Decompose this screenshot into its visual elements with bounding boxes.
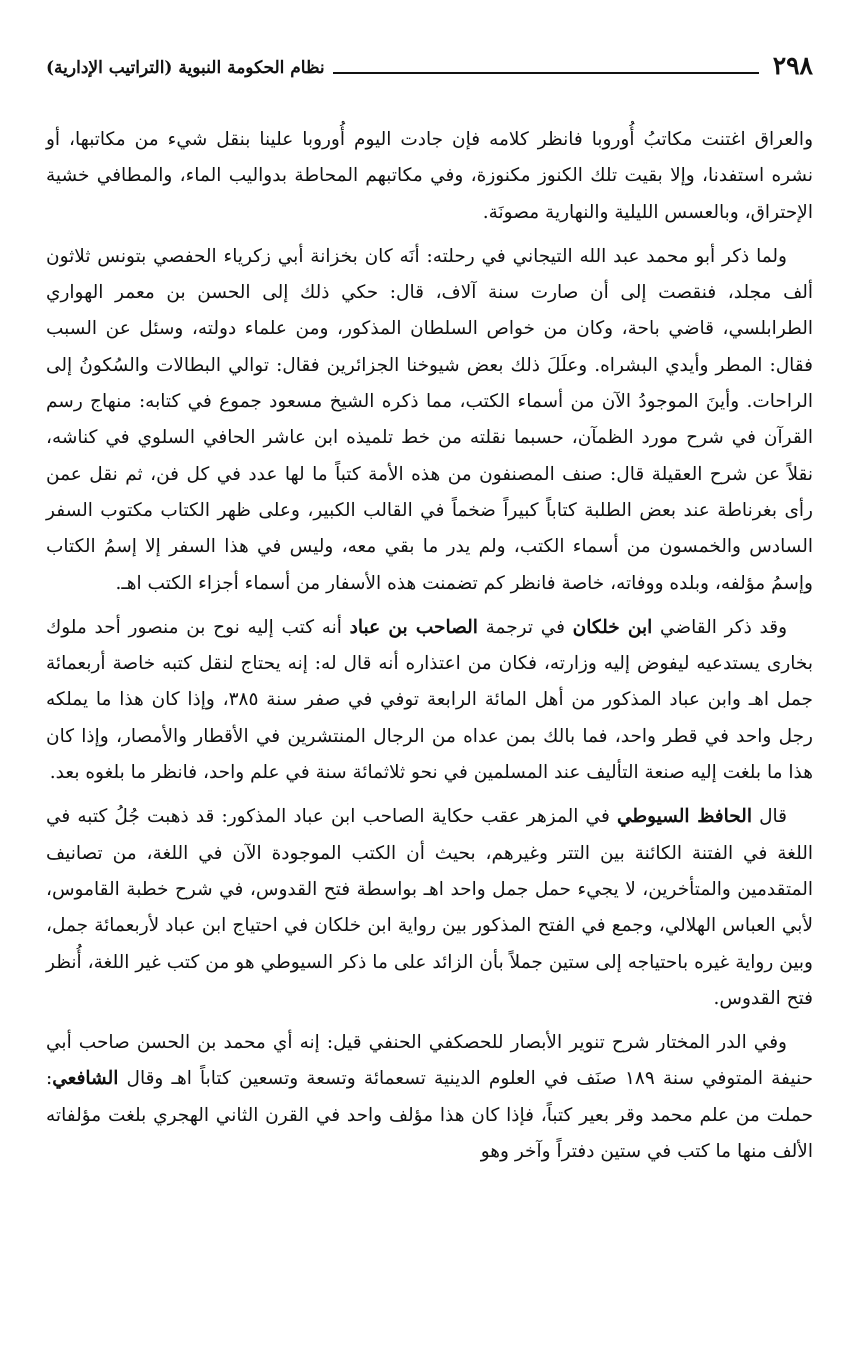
bold-name: الشافعي: [52, 1068, 119, 1090]
paragraph-text: وفي الدر المختار شرح تنوير الأبصار للحصكفي الحنفي قيل: إنه أي محمد بن الحسن صاحب أبي حنيفة المتوفي سنة ١٨٩ صنَف في العلوم الدينية تسعمائة وتسعة وتسعين كتاباً اهـ وقال: [46, 1032, 814, 1090]
bold-name: الحافظ السيوطي: [616, 806, 752, 828]
paragraph-text: : حملت من علم محمد وقر بعير كتباً، فإذا كان هذا مؤلف واحد في القرن الثاني الهجري بلغت مؤلفاته الألف منها ما كتب في ستين دفتراً وآخر وهو: [46, 1068, 813, 1163]
body-paragraph: ولما ذكر أبو محمد عبد الله التيجاني في رحلته: أنَه كان بخزانة أبي زكرياء الحفصي بتونس ثلاثون ألف مجلد، فنقصت إلى أن صارت سنة آلاف، قال: حكي ذلك إلى الحسن بن معمر الهواري الطرابلسي، قاضي باحة، وكان من خواص السلطان المذكور، ومن علماء دولته، وسئل عن السبب فقال: المطر وأيدي البشراه. وعلَلَ ذلك بعض شيوخنا الجزائرين فقال: توالي البطالات والسُكونُ إلى الراحات. وأينَ الموجودُ الآن من أسماء الكتب، مما ذكره الشيخ مسعود جموع في كتابه: منهاج رسم القرآن في شرح مورد الظمآن، حسبما نقلته من خط تلميذه ابن عاشر الحافي السلوي في كناشه، نقلاً عن شرح العقيلة قال: صنف المصنفون من هذه الأمة كتباً ما لها عدد في كل فن، ثم نقل عمن رأى بغرناطة عند بعض الطلبة كتاباً كبيراً ضخماً في القالب الكبير، وعلى ظهر الكتاب مكتوب السفر السادس والخمسون من أسماء الكتب، ولم يدر ما بقي معه، وليس في هذا السفر إلا إسمُ الكتاب وإسمُ مؤلفه، وبلده ووفاته، خاصة فانظر كم تضمنت هذه الأسفار من أسماء أجزاء الكتب اهـ.: [46, 245, 813, 594]
body-paragraph: [46, 799, 813, 1017]
paragraph-text: قال: [751, 806, 788, 828]
header-rule: [333, 72, 759, 74]
body-paragraph: [46, 610, 813, 791]
paragraph-text: في المزهر عقب حكاية الصاحب ابن عباد المذكور: قد ذهبت جُلُ كتبه في اللغة في الفتنة الكائنة بين التتر وغيرهم، بحيث أن الكتب الموجودة الآن في اللغة، من تصانيف المتقدمين والمتأخرين، لا يجيء حمل جمل واحد اهـ بواسطة فتح القدوس، في شرح خطبة القاموس، لأبي العباس الهلالي، وجمع في الفتح المذكور بين رواية ابن خلكان في احتياج ابن عباد لأربعمائة جمل، وبين رواية غيره باحتياجه إلى ستين جملاً بأن الزائد على ما ذكر السيوطي هو من كتب غير اللغة، أُنظر فتح القدوس.: [46, 806, 813, 1009]
body-paragraph: [46, 1025, 813, 1170]
bold-name: ابن خلكان: [572, 616, 653, 638]
running-title: نظام الحكومة النبوية (التراتيب الإدارية): [46, 58, 325, 78]
body-paragraph: والعراق اغتنت مكاتبُ أُوروبا فانظر كلامه فإن جادت اليوم أُوروبا علينا بنقل شيء من مكاتبها، أو نشره استفدنا، وإلا بقيت تلك الكنوز مكنوزة، وفي مكاتبهم المحاطة بدواليب الماء، والمطافي خشية الإحتراق، وبالعسس الليلية والنهارية مصونَة.: [46, 129, 813, 223]
page-number: ٢٩٨: [772, 51, 813, 80]
paragraph-text: وقد ذكر القاضي: [652, 616, 787, 638]
paragraph-text: أنه كتب إليه نوح بن منصور أحد ملوك بخارى يستدعيه ليفوض إليه وزارته، فكان من اعتذاره أنه قال له: إنه يحتاج لنقل كتبه خاصة أربعمائة جمل اهـ وابن عباد المذكور من أهل المائة الرابعة توفي في صفر سنة ٣٨٥، وإذا كان هذا ما يملكه رجل واحد في قطر واحد، فما بالك بمن عداه من الرجال المنتشرين في الأقطار والأمصار، وإذا كان هذا ما بلغت إليه صنعة التأليف عند المسلمين في نحو ثلاثمائة سنة في علم واحد، فانظر ما بلغوه بعد.: [46, 616, 813, 784]
paragraph-text: في ترجمة: [477, 616, 573, 638]
running-head: [46, 50, 813, 80]
bold-name: الصاحب بن عباد: [349, 616, 478, 638]
